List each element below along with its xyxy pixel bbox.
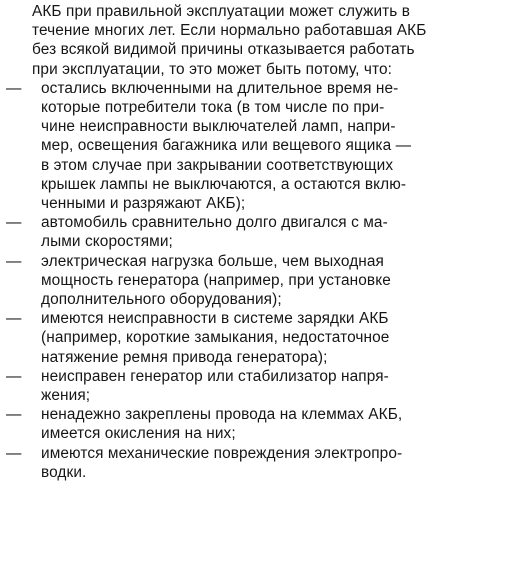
text-line: мер, освещения багажника или вещевого ящика —	[41, 137, 412, 155]
text-line: чине неисправности выключателей ламп, напри-	[41, 118, 396, 136]
text-line: при эксплуатации, то это может быть потому, что:	[32, 60, 393, 78]
bullet-dash: —	[6, 252, 22, 270]
text-line: лыми скоростями;	[41, 233, 173, 251]
text-line: жения;	[41, 387, 91, 405]
cause-list	[4, 79, 502, 482]
text-line: АКБ при правильной эксплуатации может служить в	[32, 3, 411, 20]
text-line: дополнительного оборудования);	[41, 291, 282, 309]
bullet-dash: —	[6, 406, 22, 424]
text-line: (например, короткие замыкания, недостаточное	[41, 329, 390, 347]
text-line: натяжение ремня привода генератора);	[41, 348, 328, 366]
bullet-dash: —	[6, 367, 22, 385]
list-item	[4, 309, 502, 367]
list-item	[4, 405, 502, 443]
text-line: неисправен генератор или стабилизатор напря-	[41, 367, 389, 385]
text-line: крышек лампы не выключаются, а остаются вклю-	[41, 175, 407, 193]
list-item	[4, 367, 502, 405]
text-line: ченными и разряжают АКБ);	[41, 195, 246, 213]
list-item	[4, 444, 502, 482]
text-line: ненадежно закреплены провода на клеммах АКБ,	[41, 406, 403, 424]
text-line: в этом случае при закрывании соответствующих	[41, 156, 394, 174]
list-item	[4, 213, 502, 251]
bullet-dash: —	[6, 310, 22, 328]
text-line: мощность генератора (например, при установке	[41, 271, 391, 289]
list-item	[4, 79, 502, 213]
text-line: которые потребители тока (в том числе по при-	[41, 99, 385, 117]
text-line: без всякой видимой причины отказывается работать	[32, 41, 415, 59]
text-line: электрическая нагрузка больше, чем выходная	[41, 252, 384, 270]
text-line: имеется окисления на них;	[41, 425, 236, 443]
bullet-dash: —	[6, 444, 22, 462]
bullet-dash: —	[6, 79, 22, 97]
bullet-dash: —	[6, 214, 22, 232]
text-line: остались включенными на длительное время не-	[41, 79, 399, 97]
text-line: водки.	[41, 463, 87, 481]
text-line: имеются механические повреждения электропро-	[41, 444, 403, 462]
text-line: автомобиль сравнительно долго двигался с ма-	[41, 214, 388, 232]
text-line: имеются неисправности в системе зарядки АКБ	[41, 310, 389, 328]
intro-paragraph	[4, 2, 502, 79]
text-line: течение многих лет. Если нормально работавшая АКБ	[32, 22, 427, 40]
list-item	[4, 252, 502, 310]
